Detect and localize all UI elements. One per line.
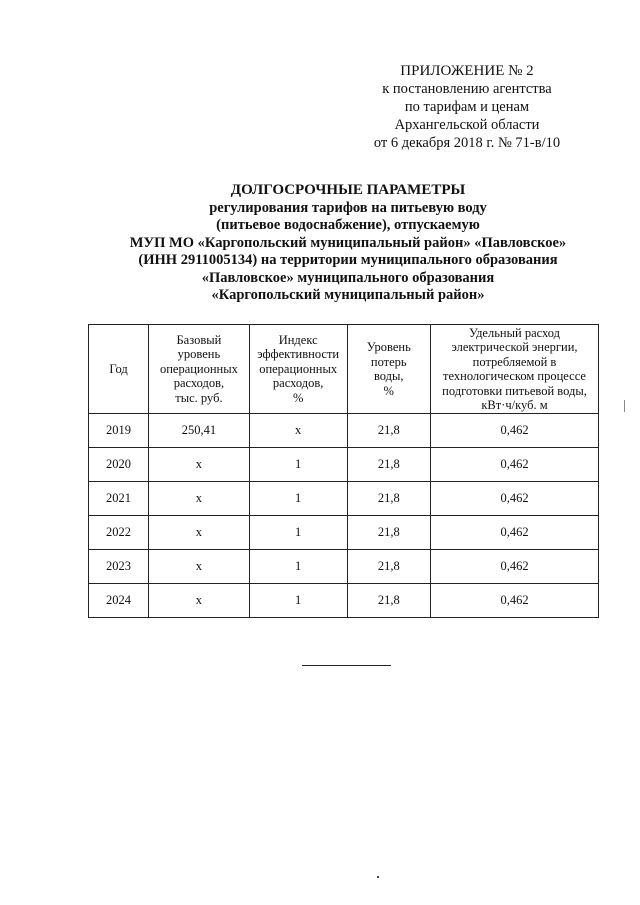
document-title: [88, 182, 608, 305]
closing-rule-line: [302, 665, 391, 666]
header-line: %: [383, 383, 394, 398]
appendix-line: Архангельской области: [394, 117, 540, 133]
cell-efficiency-index: 1: [249, 584, 347, 618]
cell-water-loss: 21,8: [347, 516, 430, 550]
cell-base-opex: х: [149, 482, 250, 516]
cell-energy-consumption: 0,462: [431, 414, 599, 448]
header-line: Индекс: [278, 332, 318, 347]
table-row: [89, 482, 599, 516]
cell-water-loss: 21,8: [347, 550, 430, 584]
header-line: операционных: [259, 361, 338, 376]
header-line: Базовый: [176, 332, 222, 347]
scan-speck: [377, 876, 379, 878]
title-line: «Каргопольский муниципальный район»: [211, 287, 485, 303]
cell-base-opex: 250,41: [149, 414, 250, 448]
cell-year: 2023: [89, 550, 149, 584]
table-row: [89, 516, 599, 550]
title-line: МУП МО «Каргопольский муниципальный район» «Павловское»: [129, 234, 567, 251]
cell-energy-consumption: 0,462: [431, 448, 599, 482]
table-row: [89, 550, 599, 584]
cell-base-opex: х: [149, 584, 250, 618]
cell-year: 2021: [89, 482, 149, 516]
header-line: расходов,: [272, 376, 324, 391]
cell-base-opex: х: [149, 550, 250, 584]
title-line: (ИНН 2911005134) на территории муниципального образования: [138, 252, 558, 268]
header-line: электрической энергии,: [451, 340, 578, 354]
cell-efficiency-index: х: [249, 414, 347, 448]
title-line: «Павловское» муниципального образования: [201, 269, 495, 286]
header-line: операционных: [159, 361, 238, 376]
header-line: кВт·ч/куб. м: [481, 398, 548, 412]
cell-base-opex: х: [149, 516, 250, 550]
header-line: расходов,: [173, 376, 225, 391]
header-efficiency-index: [249, 325, 347, 414]
header-energy-consumption: [431, 325, 599, 414]
table-header-row: [89, 325, 599, 414]
header-line: воды,: [373, 369, 404, 383]
table-row: [89, 414, 599, 448]
cell-energy-consumption: 0,462: [431, 584, 599, 618]
parameters-table: [88, 324, 599, 618]
cell-efficiency-index: 1: [249, 448, 347, 482]
appendix-title: ПРИЛОЖЕНИЕ № 2: [400, 63, 534, 79]
cell-year: 2020: [89, 448, 149, 482]
header-line: тыс. руб.: [175, 390, 223, 405]
title-line: регулирования тарифов на питьевую воду: [209, 199, 487, 216]
header-line: технологическом процессе: [443, 369, 586, 383]
header-line: Удельный расход: [468, 325, 561, 340]
cell-water-loss: 21,8: [347, 584, 430, 618]
title-line: (питьевое водоснабжение), отпускаемую: [216, 217, 480, 233]
title-line: ДОЛГОСРОЧНЫЕ ПАРАМЕТРЫ: [230, 182, 466, 198]
header-line: Год: [109, 361, 128, 376]
cell-year: 2024: [89, 584, 149, 618]
cell-efficiency-index: 1: [249, 482, 347, 516]
cell-water-loss: 21,8: [347, 482, 430, 516]
header-line: Уровень: [366, 340, 411, 354]
cell-efficiency-index: 1: [249, 550, 347, 584]
header-line: подготовки питьевой воды,: [442, 383, 587, 398]
scan-edge-mark: [624, 400, 625, 412]
header-year: [89, 325, 149, 414]
header-line: потребляемой в: [472, 354, 557, 369]
header-line: %: [292, 390, 304, 405]
header-base-opex: [149, 325, 250, 414]
cell-energy-consumption: 0,462: [431, 550, 599, 584]
appendix-block: [360, 62, 574, 152]
header-line: эффективности: [257, 347, 340, 362]
appendix-line: от 6 декабря 2018 г. № 71-в/10: [373, 135, 561, 151]
appendix-line: к постановлению агентства: [382, 81, 552, 97]
table-row: [89, 448, 599, 482]
header-line: потерь: [370, 354, 407, 369]
cell-efficiency-index: 1: [249, 516, 347, 550]
header-water-loss: [347, 325, 430, 414]
cell-base-opex: х: [149, 448, 250, 482]
cell-year: 2022: [89, 516, 149, 550]
table-row: [89, 584, 599, 618]
cell-energy-consumption: 0,462: [431, 482, 599, 516]
cell-water-loss: 21,8: [347, 414, 430, 448]
header-line: уровень: [177, 347, 221, 362]
cell-water-loss: 21,8: [347, 448, 430, 482]
cell-energy-consumption: 0,462: [431, 516, 599, 550]
cell-year: 2019: [89, 414, 149, 448]
appendix-line: по тарифам и ценам: [404, 99, 530, 115]
